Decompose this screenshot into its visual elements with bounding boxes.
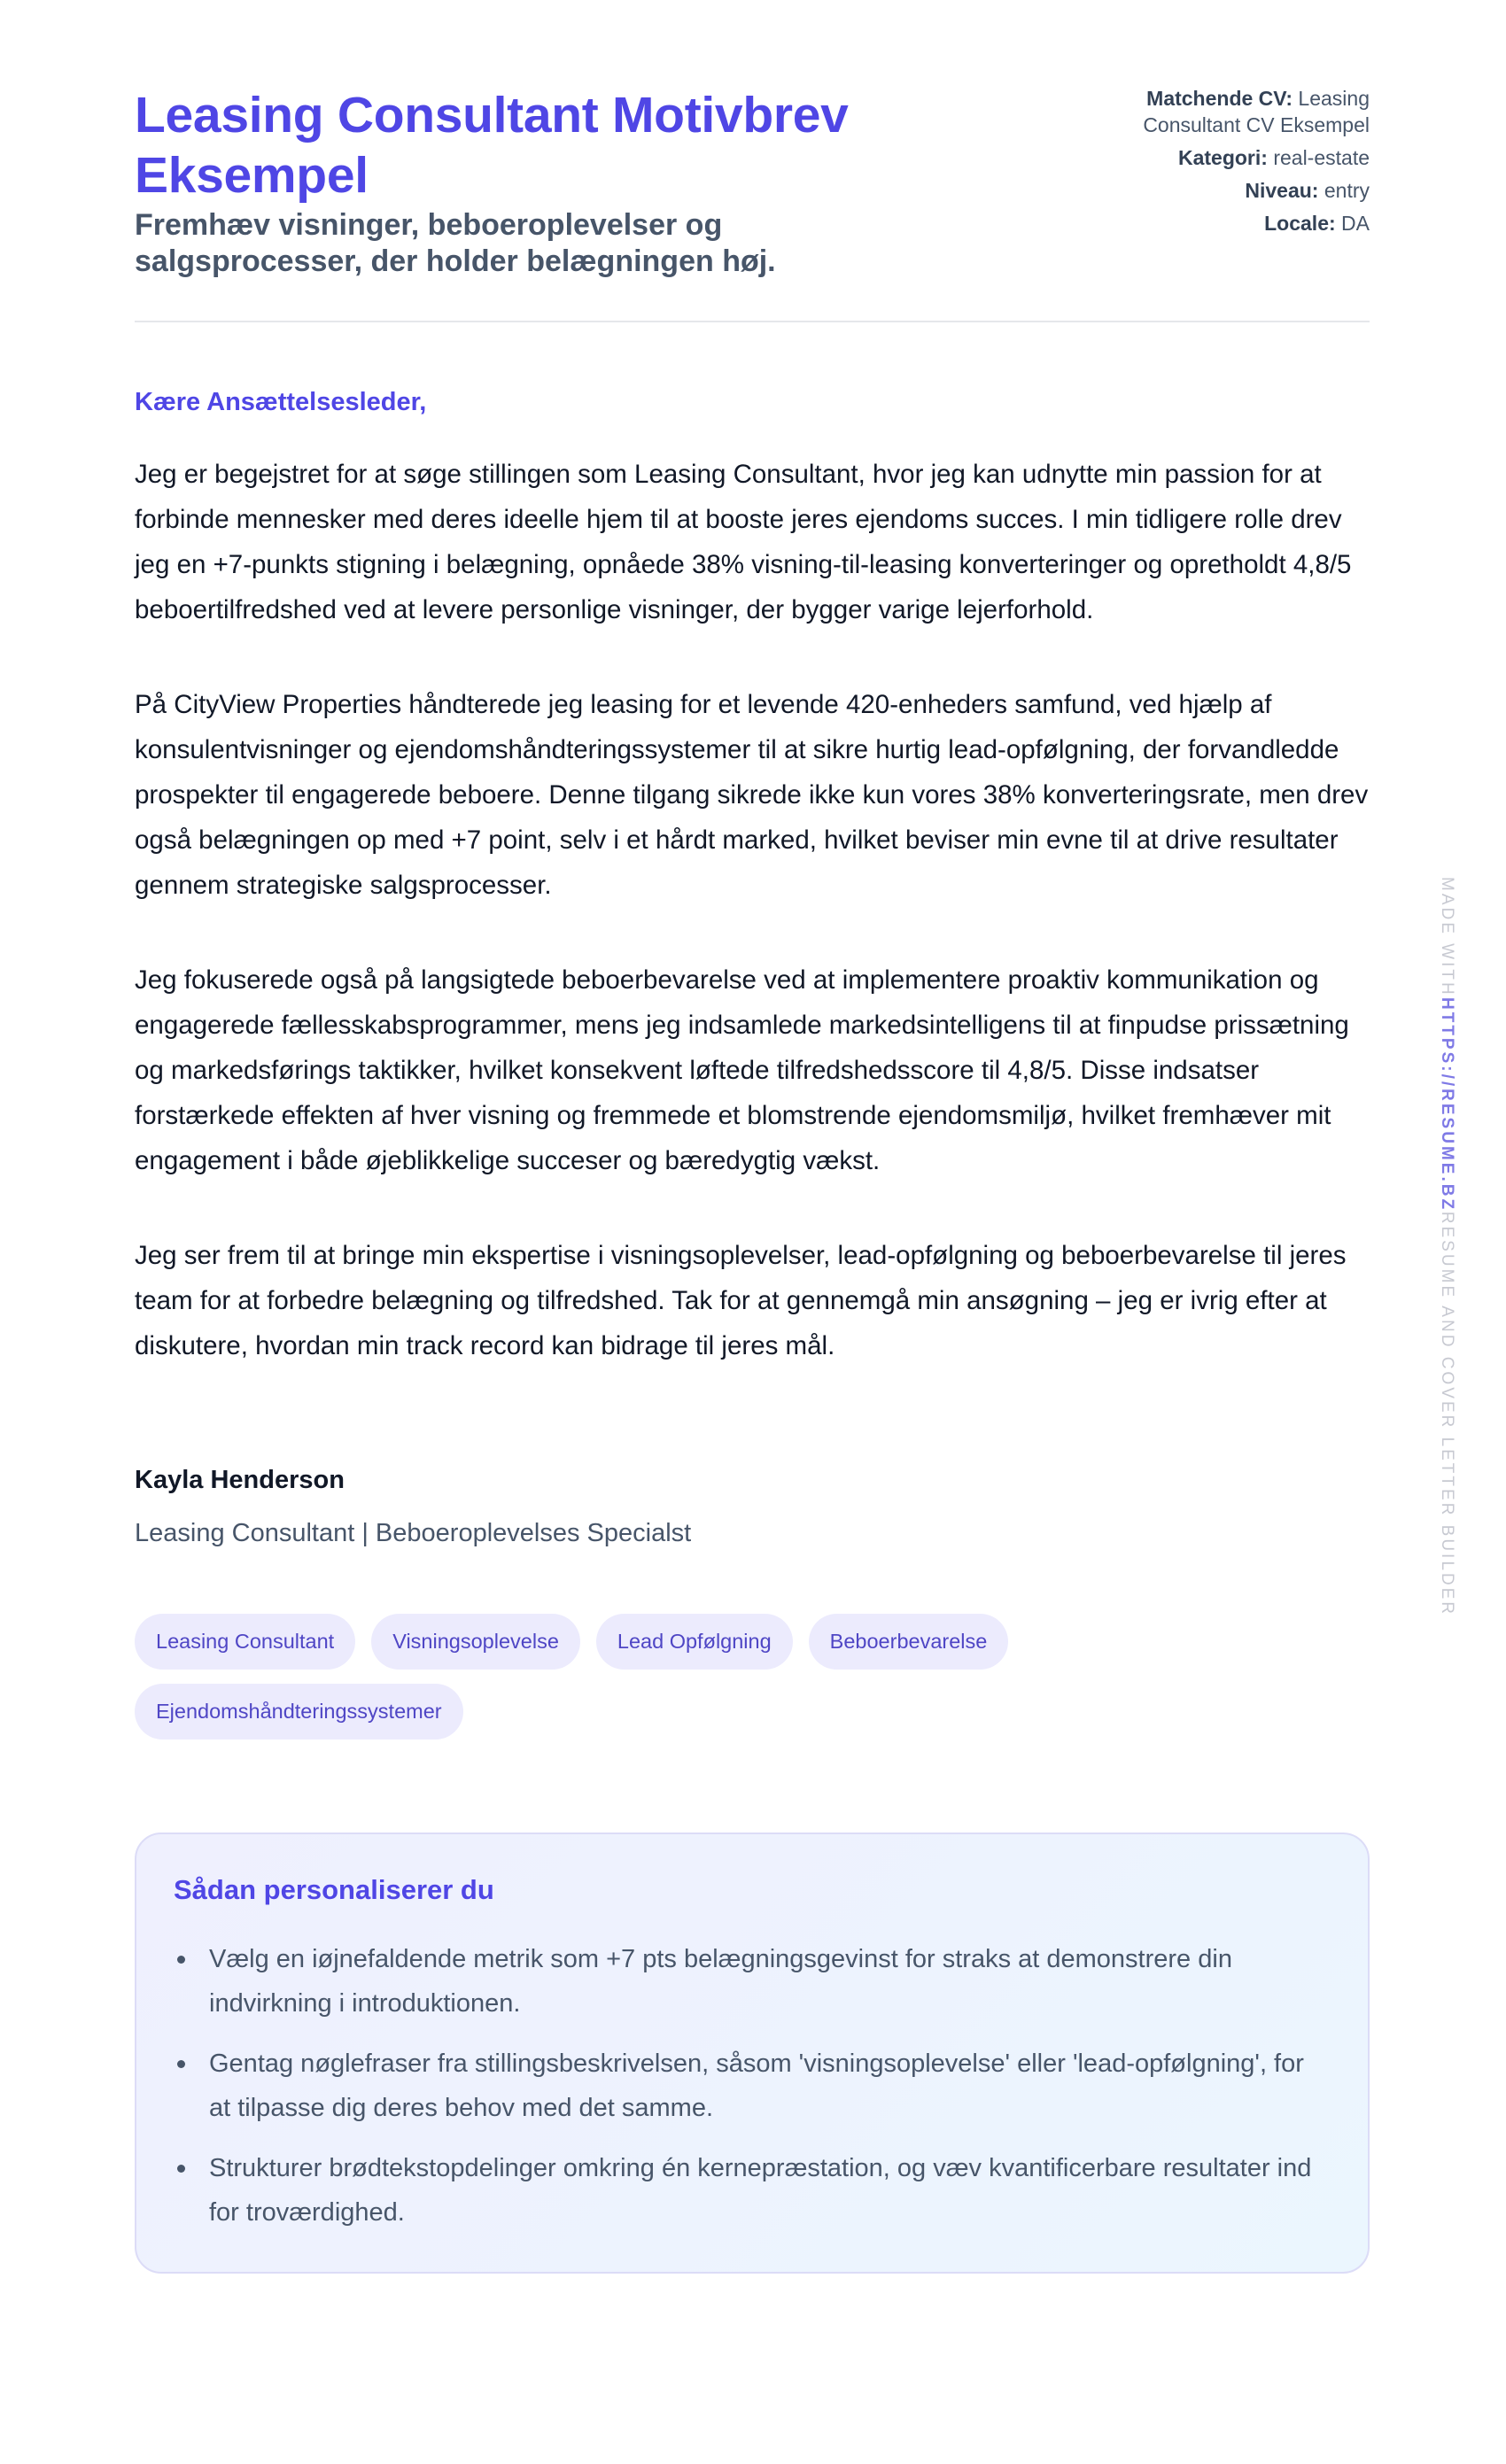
tips-title: Sådan personaliserer du	[174, 1874, 494, 1905]
signature-title: Leasing Consultant | Beboeroplevelses Specialst	[135, 1519, 692, 1547]
watermark-link[interactable]: HTTPS://RESUME.BZ	[1438, 996, 1456, 1212]
tip-item: Gentag nøglefraser fra stillingsbeskrivelsen, såsom 'visningsoplevelse' eller 'lead-opfølgning', for at tilpasse dig deres behov med det samme.	[174, 2042, 1331, 2130]
meta-panel	[1077, 85, 1370, 243]
tip-item: Strukturer brødtekstopdelinger omkring én kernepræstation, og væv kvantificerbare resultater ind for troværdighed.	[174, 2146, 1331, 2235]
letter-paragraph: Jeg fokuserede også på langsigtede beboerbevarelse ved at implementere proaktiv kommunikation og engagerede fællesskabsprogrammer, mens jeg indsamlede markedsintelligens til at finpudse prissætning og markedsførings taktikker, hvilket konsekvent løftede tilfredshedsscore til 4,8/5. Disse indsatser forstærkede effekten af hver visning og fremmede et blomstrende ejendomsmiljø, hvilket fremhæver mit engagement i både øjeblikkelige succeser og bæredygtig vækst.	[135, 965, 1349, 1175]
meta-value: real-estate	[1273, 146, 1370, 169]
page-title: Leasing Consultant Motivbrev Eksempel	[135, 87, 849, 204]
letter-body	[135, 452, 1370, 1368]
meta-matching-cv	[1077, 85, 1370, 138]
header-left	[135, 85, 932, 280]
letter-greeting: Kære Ansættelsesleder,	[135, 388, 427, 416]
header-divider	[135, 321, 1370, 322]
letter-paragraph: På CityView Properties håndterede jeg leasing for et levende 420-enheders samfund, ved hjælp af konsulentvisninger og ejendomshåndteringssystemer til at sikre hurtig lead-opfølgning, der forvandledde prospekter til engagerede beboere. Denne tilgang sikrede ikke kun vores 38% konverteringsrate, men drev også belægningen op med +7 point, selv i et hårdt marked, hvilket beviser min evne til at drive resultater gennem strategiske salgsprocesser.	[135, 690, 1369, 900]
skill-tag: Ejendomshåndteringssystemer	[135, 1684, 463, 1740]
meta-locale	[1077, 210, 1370, 236]
meta-label: Kategori:	[1177, 146, 1268, 169]
tips-list	[174, 1937, 1331, 2235]
cover-letter-page	[135, 85, 1370, 2274]
skill-tags	[135, 1614, 1153, 1740]
letter-paragraph: Jeg ser frem til at bringe min ekspertise i visningsoplevelser, lead-opfølgning og beboerbevarelse til jeres team for at forbedre belægning og tilfredshed. Tak for at gennemgå min ansøgning – jeg er ivrig efter at diskutere, hvordan min track record kan bidrage til jeres mål.	[135, 1241, 1347, 1360]
tip-item: Vælg en iøjnefaldende metrik som +7 pts belægningsgevinst for straks at demonstrere din indvirkning i introduktionen.	[174, 1937, 1331, 2026]
letter-signature	[135, 1464, 1370, 1549]
meta-label: Matchende CV:	[1146, 87, 1293, 110]
meta-label: Niveau:	[1245, 179, 1319, 202]
meta-value: Leasing Consultant CV Eksempel	[1143, 87, 1370, 136]
signature-name: Kayla Henderson	[135, 1466, 345, 1494]
meta-level	[1077, 177, 1370, 204]
skill-tag: Visningsoplevelse	[371, 1614, 580, 1670]
meta-value: DA	[1341, 212, 1370, 235]
meta-value: entry	[1324, 179, 1370, 202]
page-subtitle: Fremhæv visninger, beboeroplevelser og salgsprocesser, der holder belægningen høj.	[135, 208, 776, 278]
meta-label: Locale:	[1264, 212, 1336, 235]
skill-tag: Leasing Consultant	[135, 1614, 355, 1670]
skill-tag: Beboerbevarelse	[809, 1614, 1009, 1670]
letter-paragraph: Jeg er begejstret for at søge stillingen som Leasing Consultant, hvor jeg kan udnytte min passion for at forbinde mennesker med deres ideelle hjem til at booste jeres ejendoms succes. I min tidligere rolle drev jeg en +7-punkts stigning i belægning, opnåede 38% visning-til-leasing konverteringer og opretholdt 4,8/5 beboertilfredshed ved at levere personlige visninger, der bygger varige lejerforhold.	[135, 460, 1352, 624]
skill-tag: Lead Opfølgning	[596, 1614, 793, 1670]
watermark-suffix: RESUME AND COVER LETTER BUILDER	[1438, 1211, 1456, 1617]
page-header	[135, 85, 1370, 280]
vertical-watermark	[1421, 877, 1456, 1617]
meta-category	[1077, 144, 1370, 171]
watermark-prefix: MADE WITH	[1438, 877, 1456, 997]
personalization-tips-box	[135, 1833, 1370, 2274]
